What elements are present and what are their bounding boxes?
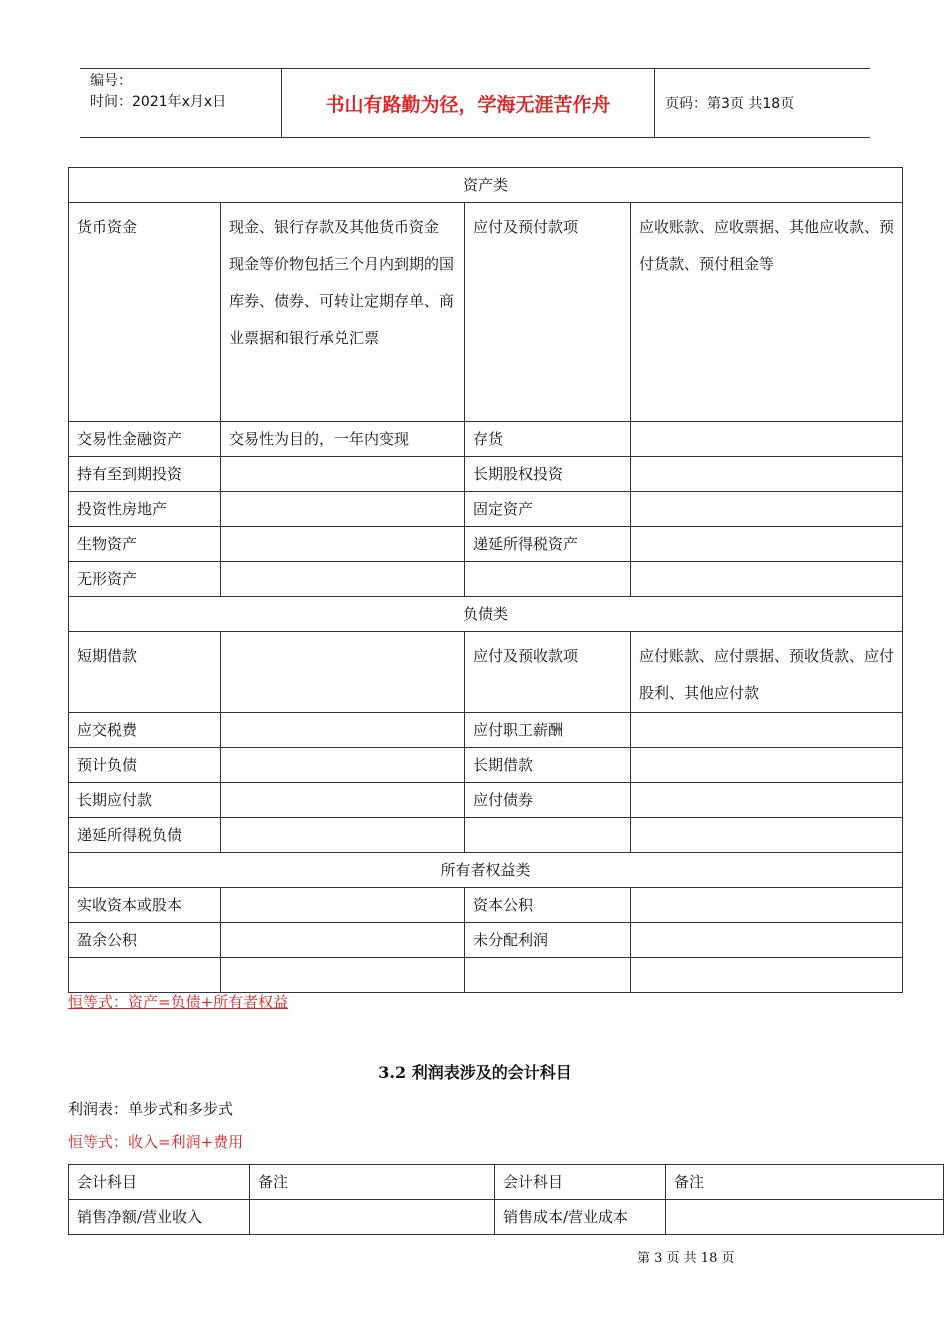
cell-receivables-desc: 应收账款、应收票据、其他应收款、预付货款、预付租金等 <box>631 203 903 422</box>
header-subject-1: 会计科目 <box>69 1165 250 1200</box>
cell-retained-earnings: 未分配利润 <box>465 923 631 958</box>
income-subjects-table <box>68 1164 944 1235</box>
income-intro: 利润表：单步式和多步式 <box>68 1100 234 1118</box>
cell-trading-assets: 交易性金融资产 <box>69 422 221 457</box>
cell-cost-of-sales: 销售成本/营业成本 <box>495 1200 666 1235</box>
header-left <box>90 71 226 113</box>
header-note-2: 备注 <box>666 1165 944 1200</box>
cash-desc-line2: 现金等价物包括三个月内到期的国库券、债券、可转让定期存单、商业票据和银行承兑汇票 <box>229 255 455 347</box>
header-subject-2: 会计科目 <box>495 1165 666 1200</box>
cell-dtl: 递延所得税负债 <box>69 818 221 853</box>
cell-payables: 应付及预收款项 <box>465 632 631 713</box>
cell-tax-payable: 应交税费 <box>69 713 221 748</box>
header-note-1: 备注 <box>250 1165 495 1200</box>
section-assets: 资产类 <box>69 168 903 203</box>
cell-dta: 递延所得税资产 <box>465 527 631 562</box>
header-motto: 书山有路勤为径，学海无涯苦作舟 <box>281 69 655 137</box>
section-liabilities: 负债类 <box>69 597 903 632</box>
cash-desc-line1: 现金、银行存款及其他货币资金 <box>229 218 440 236</box>
cell-intangible: 无形资产 <box>69 562 221 597</box>
cell-short-loan: 短期借款 <box>69 632 221 713</box>
balance-equation: 恒等式：资产=负债+所有者权益 <box>68 993 289 1011</box>
cell-lt-equity: 长期股权投资 <box>465 457 631 492</box>
page-header <box>80 68 870 138</box>
cell-capital-reserve: 资本公积 <box>465 888 631 923</box>
cell-receivables: 应付及预付款项 <box>465 203 631 422</box>
section-equity: 所有者权益类 <box>69 853 903 888</box>
cell-salary-payable: 应付职工薪酬 <box>465 713 631 748</box>
cell-paid-capital: 实收资本或股本 <box>69 888 221 923</box>
cell-payables-desc: 应付账款、应付票据、预收货款、应付股利、其他应付款 <box>631 632 903 713</box>
cell-lt-payable: 长期应付款 <box>69 783 221 818</box>
cell-fixed-assets: 固定资产 <box>465 492 631 527</box>
header-page-info: 页码：第3页 共18页 <box>665 96 795 112</box>
cell-cash-desc <box>221 203 465 422</box>
cell-htm: 持有至到期投资 <box>69 457 221 492</box>
cell-surplus-reserve: 盈余公积 <box>69 923 221 958</box>
income-equation: 恒等式：收入=利润+费用 <box>68 1133 244 1151</box>
cell-bio-assets: 生物资产 <box>69 527 221 562</box>
cell-trading-desc: 交易性为目的，一年内变现 <box>221 422 465 457</box>
time-label: 时间：2021年x月x日 <box>90 94 227 110</box>
cell-cash: 货币资金 <box>69 203 221 422</box>
page-footer: 第 3 页 共 18 页 <box>637 1251 735 1266</box>
cell-bonds-payable: 应付债券 <box>465 783 631 818</box>
cell-lt-loan: 长期借款 <box>465 748 631 783</box>
number-label: 编号： <box>90 73 132 89</box>
cell-provision: 预计负债 <box>69 748 221 783</box>
cell-inventory: 存货 <box>465 422 631 457</box>
accounting-subjects-table <box>68 167 903 993</box>
cell-net-sales: 销售净额/营业收入 <box>69 1200 250 1235</box>
section-title: 3.2 利润表涉及的会计科目 <box>378 1063 572 1082</box>
cell-invest-property: 投资性房地产 <box>69 492 221 527</box>
